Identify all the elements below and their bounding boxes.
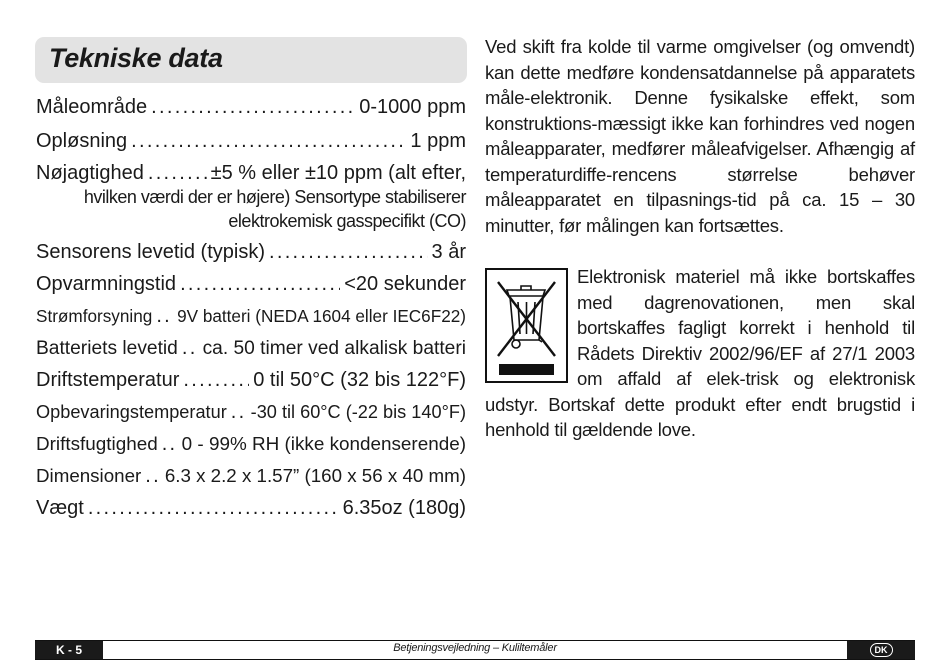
spec-line xyxy=(36,273,466,296)
spec-continuation: hvilken værdi der er højere) Sensortype stabiliserer xyxy=(83,187,466,207)
spec-value: -30 til 60°C (-22 bis 140°F) xyxy=(250,402,466,422)
spec-label: Nøjagtighed xyxy=(36,162,144,184)
page-number: K - 5 xyxy=(35,641,103,659)
dot-leader xyxy=(88,497,339,520)
dot-leader xyxy=(156,305,173,328)
spec-line xyxy=(36,241,466,264)
spec-label: Batteriets levetid xyxy=(36,338,178,359)
spec-line xyxy=(36,96,466,119)
spec-row xyxy=(36,433,466,456)
crossed-out-wheelie-bin-icon xyxy=(485,268,568,383)
dot-leader xyxy=(148,162,207,185)
spec-row xyxy=(36,162,466,233)
dot-leader xyxy=(183,369,249,392)
footer-title: Betjeningsvejledning – Kuliltemåler xyxy=(393,642,557,654)
section-title: Tekniske data xyxy=(49,43,223,73)
spec-row xyxy=(36,96,466,119)
dot-leader xyxy=(131,130,406,153)
spec-value: 6.3 x 2.2 x 1.57” (160 x 56 x 40 mm) xyxy=(164,465,466,486)
spec-line xyxy=(36,497,466,520)
dot-leader xyxy=(182,337,199,360)
weee-text: Elektronisk materiel må ikke bortskaffes med dagrenovationen, men skal bortskaffes fagligt korrekt i henhold til Rådets Direktiv 2002/96/EF af 27/1 2003 om affald af elek-trisk og elektronisk udstyr. Bortskaf dette produkt efter endt brugstid i henhold til gældende love. xyxy=(485,266,915,440)
dot-leader xyxy=(145,465,161,488)
spec-label: Dimensioner xyxy=(36,465,142,486)
spec-row xyxy=(36,369,466,392)
spec-row xyxy=(36,130,466,153)
spec-value: ca. 50 timer ved alkalisk batteri xyxy=(202,338,466,359)
spec-row xyxy=(36,337,466,360)
dot-leader xyxy=(151,96,355,119)
spec-row xyxy=(36,305,466,328)
spec-value: <20 sekunder xyxy=(344,273,466,295)
condensation-paragraph: Ved skift fra kolde til varme omgivelser (og omvendt) kan dette medføre kondensatdannelse på apparatets måle-elektronik. Denne fysikalske effekt, som konstruktions-mæssigt ikke kan forhindres ved nogen måleapparater, medfører måleafvigelser. Afhængig af temperaturdiffe-rencens størrelse behøver måleapparatet en tilpasnings-tid på ca. 15 – 30 minutter, før målingen kan fortsættes. xyxy=(485,36,915,236)
spec-value: 0 til 50°C (32 bis 122°F) xyxy=(253,369,466,391)
spec-line xyxy=(36,433,466,456)
spec-line xyxy=(36,465,466,488)
dot-leader xyxy=(231,401,247,424)
dot-leader xyxy=(162,433,178,456)
spec-line xyxy=(36,162,466,185)
spec-continuation: elektrokemisk gasspecifikt (CO) xyxy=(228,211,466,231)
language-badge: DK xyxy=(870,643,893,657)
spec-row xyxy=(36,497,466,520)
spec-label: Strømforsyning xyxy=(36,306,153,326)
spec-label: Sensorens levetid (typisk) xyxy=(36,241,265,263)
spec-line xyxy=(36,369,466,392)
spec-value: 3 år xyxy=(431,241,466,263)
spec-value: 0 - 99% RH (ikke kondenserende) xyxy=(181,434,466,455)
spec-row xyxy=(36,273,466,296)
spec-label: Driftstemperatur xyxy=(36,369,180,391)
language-marker xyxy=(847,641,915,659)
spec-line xyxy=(36,305,466,328)
spec-row xyxy=(36,241,466,264)
section-header xyxy=(35,37,467,83)
page-footer xyxy=(35,640,915,660)
spec-label: Opvarmningstid xyxy=(36,273,177,295)
spec-line xyxy=(36,337,466,360)
spec-value: 6.35oz (180g) xyxy=(342,497,466,519)
spec-label: Vægt xyxy=(36,497,84,519)
spec-row xyxy=(36,465,466,488)
spec-value: ±5 % eller ±10 ppm (alt efter, xyxy=(210,162,466,184)
dot-leader xyxy=(269,241,428,264)
spec-value: 0-1000 ppm xyxy=(359,96,466,118)
spec-line xyxy=(36,130,466,153)
spec-row xyxy=(36,401,466,424)
spec-label: Opbevaringstemperatur xyxy=(36,402,227,422)
dot-leader xyxy=(180,273,340,296)
spec-label: Opløsning xyxy=(36,130,128,152)
spec-value: 1 ppm xyxy=(410,130,466,152)
spec-label: Måleområde xyxy=(36,96,148,118)
spec-value: 9V batteri (NEDA 1604 eller IEC6F22) xyxy=(177,306,466,326)
spec-label: Driftsfugtighed xyxy=(36,434,158,455)
spec-line xyxy=(36,401,466,424)
